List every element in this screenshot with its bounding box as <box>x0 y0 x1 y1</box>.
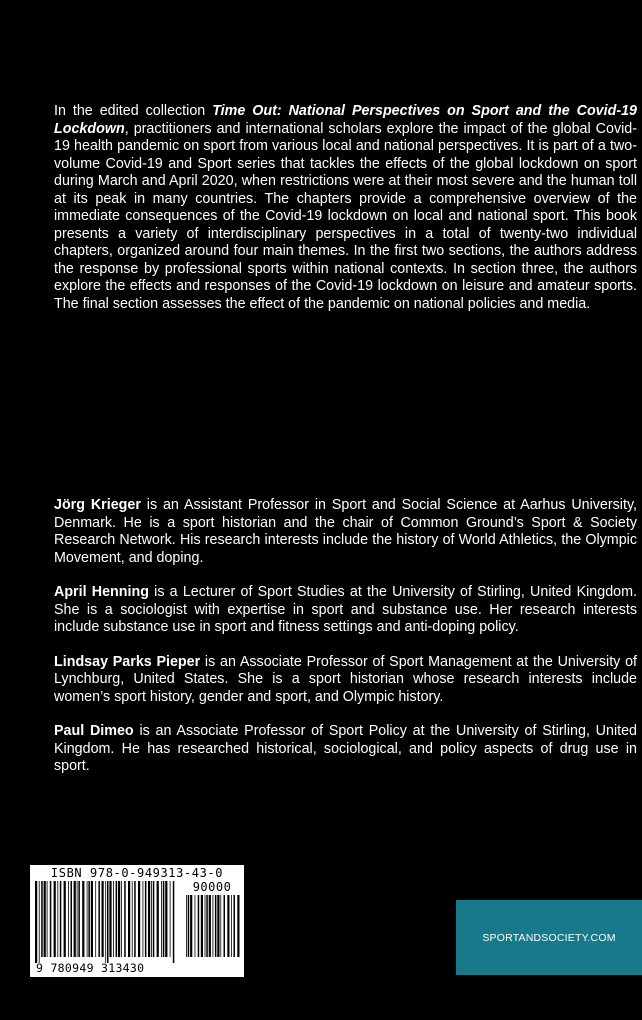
barcode-bar <box>134 881 136 957</box>
author-name: Paul Dimeo <box>54 723 134 739</box>
barcode-bar <box>143 881 144 957</box>
author-bios <box>54 497 637 793</box>
barcode-bar <box>231 895 232 957</box>
barcode-bar <box>188 895 190 957</box>
author-name: Lindsay Parks Pieper <box>54 653 201 670</box>
barcode-bar <box>98 881 100 957</box>
barcode-bar <box>205 895 206 957</box>
barcode-bar <box>209 895 211 957</box>
barcode-bar <box>213 895 214 957</box>
barcode-bar <box>190 895 192 957</box>
barcode-bar <box>145 881 147 957</box>
barcode-bar <box>138 881 140 957</box>
author-bio <box>54 497 637 567</box>
author-bio-text: is an Associate Professor of Sport Policy at the University of Stirling, United Kingdom. He has researched historical, sociological, and policy aspects of drug use in sport. <box>54 723 638 774</box>
barcode-bar <box>234 895 236 957</box>
barcode-bar <box>201 895 203 957</box>
barcode-bar <box>195 895 196 957</box>
barcode-bar <box>227 895 229 957</box>
barcode-bar <box>44 881 46 957</box>
publisher-site-box <box>456 900 642 975</box>
barcode-bar <box>124 881 126 957</box>
barcode-bar <box>57 881 58 957</box>
barcode-bar <box>113 881 114 957</box>
barcode-bar <box>41 881 43 957</box>
barcode-bar <box>132 881 133 957</box>
isbn-label: ISBN 978-0-949313-43-0 <box>50 866 224 880</box>
barcode-bar <box>68 881 69 957</box>
book-title: Time Out: National Perspectives on Sport and the Covid-19 Lockdown <box>54 103 637 137</box>
barcode-bar <box>206 895 208 957</box>
barcode-bar <box>220 895 221 957</box>
barcode-bar <box>77 881 78 957</box>
barcode-bar <box>87 881 88 957</box>
barcode-bar <box>121 881 122 957</box>
barcode-bar <box>74 881 76 957</box>
barcode-bar <box>105 881 106 963</box>
barcode-bar <box>64 881 66 957</box>
author-bio-text: is a Lecturer of Sport Studies at the University of Stirling, United Kingdom. She is a sociologist with expertise in sport and substance use. Her research interests include substance use in sport and fitness settings and anti-doping policy. <box>54 584 637 635</box>
barcode-bar <box>161 881 162 957</box>
barcode-bar <box>118 881 120 957</box>
barcode-digits: 9 780949 313430 <box>36 961 145 975</box>
barcode-bar <box>157 881 159 957</box>
barcode-bar <box>186 895 187 957</box>
barcode-bar <box>102 881 104 957</box>
author-bio <box>54 584 637 637</box>
author-name: April Henning <box>54 584 149 600</box>
barcode-bar <box>116 881 118 957</box>
barcode-bar <box>198 895 200 957</box>
barcode-bar <box>109 881 111 957</box>
barcode-bar <box>60 881 62 957</box>
barcode-bar <box>47 881 48 957</box>
price-code: 90000 <box>192 880 232 894</box>
barcode-bar <box>91 881 93 957</box>
barcode-bar <box>39 881 40 963</box>
barcode-bar <box>153 881 155 957</box>
barcode-bar <box>165 881 167 957</box>
barcode-bar <box>50 881 52 957</box>
barcode-bar <box>107 881 109 963</box>
barcode-bar <box>128 881 130 957</box>
barcode-bar <box>163 881 165 957</box>
barcode-bar <box>173 881 175 963</box>
barcode-bar <box>82 881 84 957</box>
blurb-body: , practitioners and international scholars explore the impact of the global Covid-19 health pandemic on sport from various local and national perspectives. It is part of a two-volume Covid-19 and Sport series that tackles the effects of the global lockdown on sport during March and April 2020, when restrictions were at their most severe and the human toll at its peak in many countries. The chapters provide a comprehensive overview of the immediate consequences of the Covid-19 lockdown on local and national sport. This book presents a variety of interdisciplinary perspectives in a total of twenty-two individual chapters, organized around four main themes. In the first two sections, the authors address the response by professional sports within national contexts. In section three, the authors explore the effects and responses of the Covid-19 lockdown on leisure and amateur sports. The final section assesses the effect of the pandemic on national policies and media. <box>54 120 637 312</box>
barcode-bars <box>35 881 175 963</box>
price-barcode-bars <box>186 895 242 963</box>
publisher-url[interactable]: SPORTANDSOCIETY.COM <box>482 931 616 944</box>
blurb-intro: In the edited collection <box>54 103 213 119</box>
isbn-barcode <box>30 865 244 977</box>
back-cover-blurb <box>54 103 637 313</box>
barcode-bar <box>215 895 217 957</box>
barcode-bar <box>151 881 152 957</box>
barcode-bar <box>217 895 219 957</box>
barcode-bar <box>78 881 80 957</box>
barcode-bar <box>148 881 150 957</box>
barcode-bar <box>224 895 226 957</box>
barcode-bar <box>95 881 96 957</box>
barcode-bar <box>71 881 73 957</box>
author-bio <box>54 723 637 776</box>
author-bio-text: is an Assistant Professor in Sport and Social Science at Aarhus University, Denmark. He is a sport historian and the chair of Common Ground’s Sport & Society Research Network. His research interests include the history of World Athletics, the Olympic Movement, and doping. <box>54 497 637 566</box>
barcode-bar <box>54 881 56 957</box>
author-bio <box>54 654 637 707</box>
barcode-bar <box>35 881 37 963</box>
barcode-bar <box>237 895 239 957</box>
author-name: Jörg Krieger <box>54 497 141 513</box>
barcode-bar <box>170 881 171 957</box>
barcode-bar <box>88 881 90 957</box>
author-bio-text: is an Associate Professor of Sport Management at the University of Lynchburg, United States. She is a sport historian whose research interests include women’s sport history, gender and sport, and Olympic history. <box>54 653 637 705</box>
